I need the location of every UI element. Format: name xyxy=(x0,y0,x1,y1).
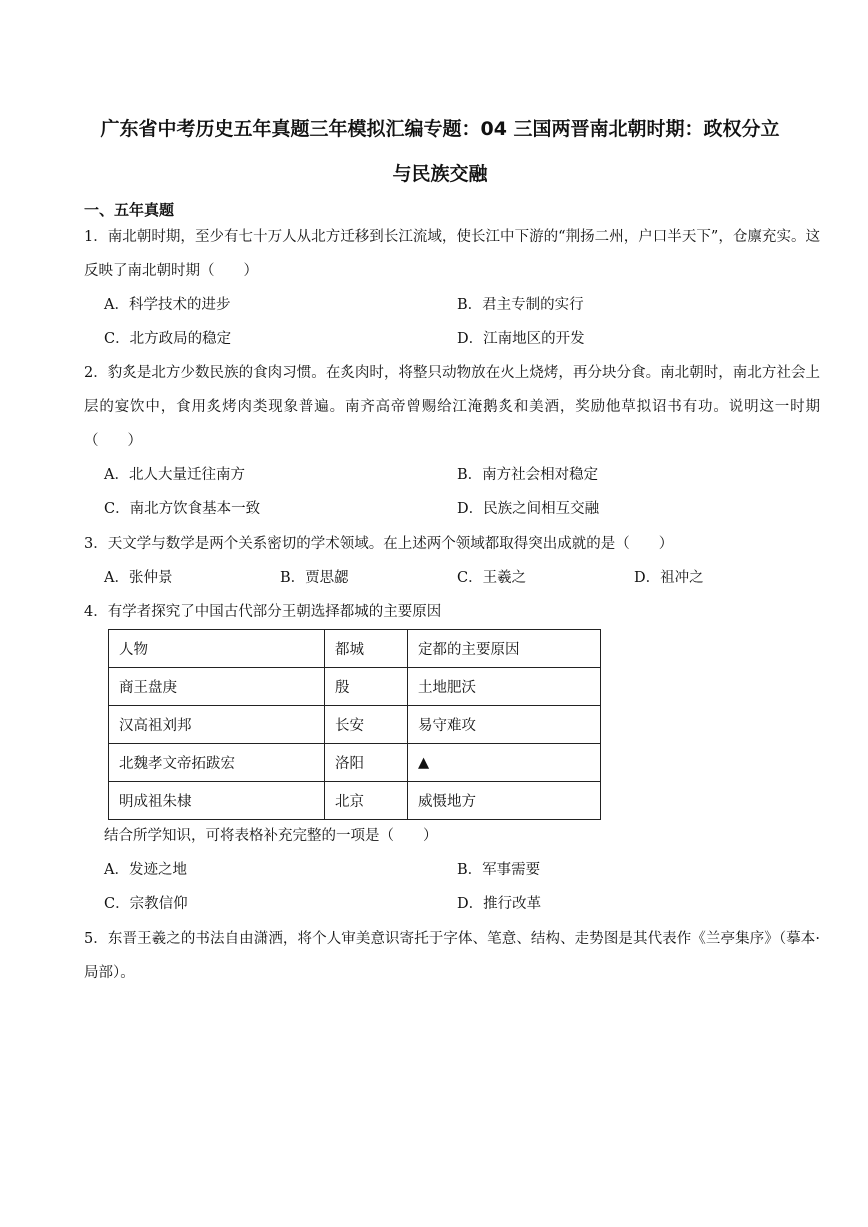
question-3-text: 3．天文学与数学是两个关系密切的学术领域。在上述两个领域都取得突出成就的是（ ） xyxy=(84,536,674,552)
table-row xyxy=(109,744,601,782)
table-cell: 易守难攻 xyxy=(408,706,601,744)
page-title-line1: 广东省中考历史五年真题三年模拟汇编专题：04 三国两晋南北朝时期：政权分立 xyxy=(100,118,780,140)
question-1-option-c[interactable]: C．北方政局的稳定 xyxy=(104,331,232,347)
table-cell: 明成祖朱棣 xyxy=(109,782,325,820)
table-header-row xyxy=(109,630,601,668)
table-row xyxy=(109,668,601,706)
section-heading: 一、五年真题 xyxy=(84,201,175,219)
table-cell: 北京 xyxy=(325,782,408,820)
question-4-option-c[interactable]: C．宗教信仰 xyxy=(104,896,188,912)
question-1-text: 1．南北朝时期，至少有七十万人从北方迁移到长江流域，使长江中下游的“荆扬二州，户口半天下”，仓廪充实。这反映了南北朝时期（ ） xyxy=(84,229,820,279)
table-cell: 洛阳 xyxy=(325,744,408,782)
question-2-option-a[interactable]: A．北人大量迁往南方 xyxy=(104,467,245,483)
question-3-option-a[interactable]: A．张仲景 xyxy=(104,570,173,586)
question-4-option-b[interactable]: B．军事需要 xyxy=(457,862,541,878)
table-cell: 威慑地方 xyxy=(408,782,601,820)
question-4-prompt: 结合所学知识，可将表格补充完整的一项是（ ） xyxy=(104,828,438,844)
question-3-option-c[interactable]: C．王羲之 xyxy=(457,570,527,586)
table-row xyxy=(109,782,601,820)
question-1-option-a[interactable]: A．科学技术的进步 xyxy=(104,297,231,313)
question-1-option-b[interactable]: B．君主专制的实行 xyxy=(457,297,584,313)
table-cell: 土地肥沃 xyxy=(408,668,601,706)
table-cell: 商王盘庚 xyxy=(109,668,325,706)
question-5-text: 5．东晋王羲之的书法自由潇洒，将个人审美意识寄托于字体、笔意、结构、走势图是其代表作《兰亭集序》（摹本·局部）。 xyxy=(84,931,820,981)
table-cell: 汉高祖刘邦 xyxy=(109,706,325,744)
question-1-option-d[interactable]: D．江南地区的开发 xyxy=(457,331,585,347)
capital-table xyxy=(108,629,601,820)
question-4-option-d[interactable]: D．推行改革 xyxy=(457,896,542,912)
table-cell: 殷 xyxy=(325,668,408,706)
question-2-text: 2．豹炙是北方少数民族的食肉习惯。在炙肉时，将整只动物放在火上烧烤，再分块分食。南北朝时，南北方社会上层的宴饮中，食用炙烤肉类现象普遍。南齐高帝曾赐给江淹鹅炙和美酒，奖励他草拟诏书有功。说明这一时期（ ） xyxy=(84,365,820,449)
question-3-option-b[interactable]: B．贾思勰 xyxy=(280,570,349,586)
table-header-cell: 人物 xyxy=(109,630,325,668)
table-cell: 长安 xyxy=(325,706,408,744)
table-cell-blank-marker: ▲ xyxy=(408,744,601,782)
question-3-option-d[interactable]: D．祖冲之 xyxy=(634,570,704,586)
page-title-line2: 与民族交融 xyxy=(392,163,488,185)
question-2-option-d[interactable]: D．民族之间相互交融 xyxy=(457,501,600,517)
question-2-option-c[interactable]: C．南北方饮食基本一致 xyxy=(104,501,261,517)
question-4-option-a[interactable]: A．发迹之地 xyxy=(104,862,187,878)
table-cell: 北魏孝文帝拓跋宏 xyxy=(109,744,325,782)
table-header-cell: 定都的主要原因 xyxy=(408,630,601,668)
question-2-option-b[interactable]: B．南方社会相对稳定 xyxy=(457,467,599,483)
table-row xyxy=(109,706,601,744)
table-header-cell: 都城 xyxy=(325,630,408,668)
question-4-text: 4．有学者探究了中国古代部分王朝选择都城的主要原因 xyxy=(84,604,442,620)
